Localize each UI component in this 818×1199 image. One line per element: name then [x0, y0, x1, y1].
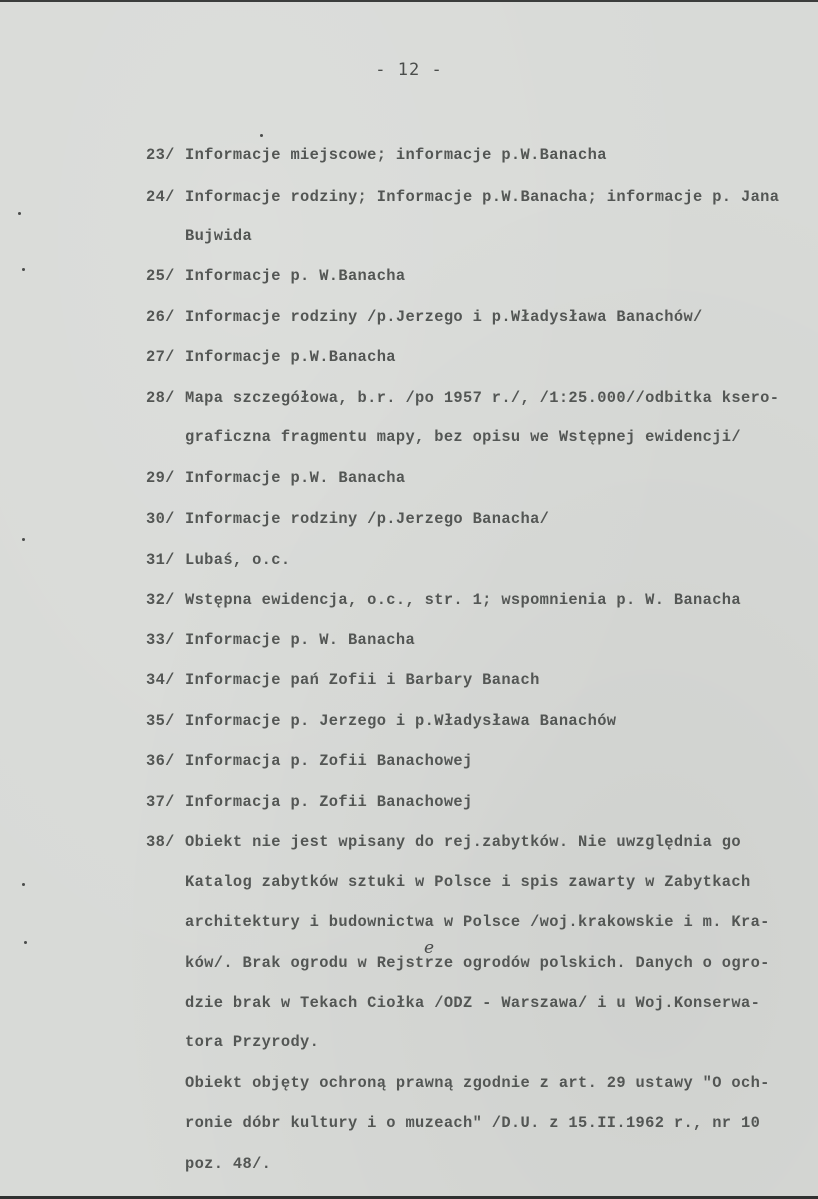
footnote-number: 38/ — [146, 833, 175, 851]
footnote-text: graficzna fragmentu mapy, bez opisu we Wstępnej ewidencji/ — [185, 428, 741, 446]
footnote-text: Informacja p. Zofii Banachowej — [185, 752, 473, 770]
footnote-line — [185, 226, 252, 246]
footnote-number: 33/ — [146, 631, 175, 649]
footnote-line — [146, 266, 405, 286]
margin-speck — [18, 212, 21, 215]
footnote-line — [146, 388, 779, 408]
footnote-line — [146, 347, 396, 367]
footnote-number: 31/ — [146, 551, 175, 569]
footnote-text: architektury i budownictwa w Polsce /woj.krakowskie i m. Kra- — [185, 913, 770, 931]
margin-speck — [24, 941, 27, 944]
footnote-number: 26/ — [146, 308, 175, 326]
footnote-line — [185, 872, 751, 892]
footnote-text: Mapa szczegółowa, b.r. /po 1957 r./, /1:25.000//odbitka ksero- — [185, 389, 780, 407]
footnote-line — [146, 145, 607, 165]
footnote-number: 32/ — [146, 591, 175, 609]
footnote-line — [185, 912, 770, 932]
page-number: - 12 - — [375, 60, 443, 80]
footnote-line — [146, 550, 290, 570]
footnote-number: 28/ — [146, 389, 175, 407]
footnote-text: Bujwida — [185, 227, 253, 245]
footnote-line — [185, 1154, 271, 1174]
margin-speck — [260, 134, 263, 137]
footnote-line — [146, 832, 741, 852]
footnote-text: Obiekt objęty ochroną prawną zgodnie z art. 29 ustawy "O och- — [185, 1074, 770, 1092]
margin-speck — [22, 268, 25, 271]
handwritten-correction: e — [424, 938, 435, 958]
footnote-text: Informacje p. Jerzego i p.Władysława Banachów — [185, 712, 617, 730]
footnote-line — [146, 590, 741, 610]
footnote-text: ronie dóbr kultury i o muzeach" /D.U. z 15.II.1962 r., nr 10 — [185, 1114, 761, 1132]
margin-speck — [22, 538, 25, 541]
footnote-text: Lubaś, o.c. — [185, 551, 291, 569]
footnote-number: 29/ — [146, 469, 175, 487]
footnote-line — [146, 509, 549, 529]
footnote-text: Informacje p. W. Banacha — [185, 631, 416, 649]
footnote-text: poz. 48/. — [185, 1155, 272, 1173]
page-top-edge — [0, 0, 818, 2]
footnote-number: 37/ — [146, 793, 175, 811]
footnote-number: 27/ — [146, 348, 175, 366]
footnote-line — [185, 1032, 319, 1052]
footnote-line — [146, 670, 540, 690]
footnote-text: Informacje pań Zofii i Barbary Banach — [185, 671, 540, 689]
footnote-text: Informacje p.W.Banacha — [185, 348, 396, 366]
footnote-line — [146, 630, 415, 650]
footnote-text: ków/. Brak ogrodu w Rejstrze ogrodów polskich. Danych o ogro- — [185, 954, 770, 972]
footnote-text: Informacja p. Zofii Banachowej — [185, 793, 473, 811]
footnote-text: Informacje miejscowe; informacje p.W.Banacha — [185, 146, 607, 164]
footnote-number: 35/ — [146, 712, 175, 730]
footnote-line — [146, 468, 405, 488]
footnote-line — [185, 953, 770, 973]
footnote-text: tora Przyrody. — [185, 1033, 320, 1051]
footnote-line — [185, 1073, 770, 1093]
footnote-number: 23/ — [146, 146, 175, 164]
footnote-line — [146, 307, 703, 327]
footnote-text: Informacje p. W.Banacha — [185, 267, 406, 285]
footnote-text: dzie brak w Tekach Ciołka /ODZ - Warszawa/ i u Woj.Konserwa- — [185, 994, 761, 1012]
footnote-number: 36/ — [146, 752, 175, 770]
footnote-text: Informacje rodziny; Informacje p.W.Banacha; informacje p. Jana — [185, 188, 780, 206]
footnote-text: Informacje p.W. Banacha — [185, 469, 406, 487]
footnote-text: Obiekt nie jest wpisany do rej.zabytków. Nie uwzględnia go — [185, 833, 741, 851]
footnote-text: Informacje rodziny /p.Jerzego i p.Władysława Banachów/ — [185, 308, 703, 326]
footnote-line — [146, 751, 473, 771]
footnote-line — [146, 711, 616, 731]
footnote-text: Katalog zabytków sztuki w Polsce i spis zawarty w Zabytkach — [185, 873, 751, 891]
footnote-number: 24/ — [146, 188, 175, 206]
footnote-number: 30/ — [146, 510, 175, 528]
footnote-number: 34/ — [146, 671, 175, 689]
footnote-line — [146, 187, 779, 207]
footnote-line — [185, 993, 760, 1013]
footnote-text: Wstępna ewidencja, o.c., str. 1; wspomnienia p. W. Banacha — [185, 591, 741, 609]
margin-speck — [22, 883, 25, 886]
footnote-number: 25/ — [146, 267, 175, 285]
footnote-line — [185, 1113, 760, 1133]
footnote-line — [185, 427, 741, 447]
footnote-line — [146, 792, 473, 812]
footnote-text: Informacje rodziny /p.Jerzego Banacha/ — [185, 510, 550, 528]
